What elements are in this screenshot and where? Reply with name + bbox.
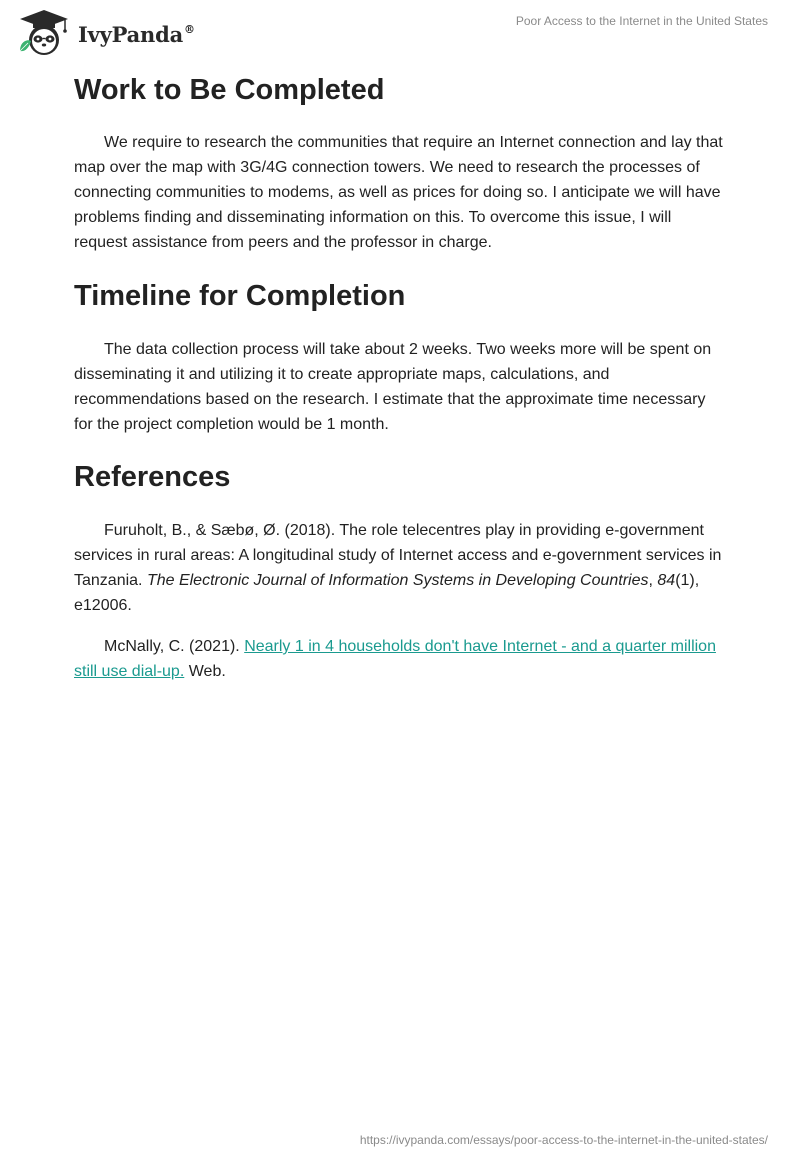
section-heading: Work to Be Completed bbox=[74, 74, 385, 106]
registered-mark: ® bbox=[184, 22, 195, 36]
brand-name: IvyPanda® bbox=[78, 21, 195, 47]
section-paragraph: The data collection process will take about 2 weeks. Two weeks more will be spent on disseminating it and utilizing it to create appropriate maps, calculations, and recommendations based on the research. I estimate that the approximate time necessary for the project completion would be 1 month. bbox=[74, 341, 712, 433]
reference-lead: Furuholt, B., & Sæbø, Ø. (2018). The role telecentres play in providing e-government services in rural areas: A longitudinal study of Internet access and e-government services in Tanzania. bbox=[74, 522, 722, 589]
reference-entry bbox=[74, 518, 726, 618]
footer-url[interactable]: https://ivypanda.com/essays/poor-access-to-the-internet-in-the-united-states/ bbox=[359, 1133, 768, 1147]
references-section bbox=[74, 453, 726, 684]
reference-volume: 84 bbox=[657, 572, 676, 589]
reference-tail: (1), e12006. bbox=[74, 572, 700, 614]
references-heading: References bbox=[74, 461, 231, 493]
timeline-section bbox=[74, 272, 726, 437]
reference-tail: Web. bbox=[184, 663, 226, 680]
panda-logo-icon bbox=[14, 8, 74, 58]
essay-content bbox=[74, 66, 726, 700]
reference-journal: The Electronic Journal of Information Systems in Developing Countries bbox=[146, 572, 649, 589]
reference-separator: , bbox=[648, 572, 658, 589]
work-to-be-completed-section bbox=[74, 66, 726, 255]
reference-entry bbox=[74, 634, 726, 684]
reference-lead: McNally, C. (2021). bbox=[104, 638, 245, 655]
page-header bbox=[0, 0, 800, 64]
section-heading: Timeline for Completion bbox=[74, 280, 406, 312]
section-paragraph: We require to research the communities that require an Internet connection and lay that map over the map with 3G/4G connection towers. We need to research the processes of connecting communities to modems, as well as prices for doing so. I anticipate we will have problems finding and disseminating information on this. To overcome this issue, I will request assistance from peers and the professor in charge. bbox=[74, 134, 723, 251]
running-title: Poor Access to the Internet in the United States bbox=[515, 14, 768, 28]
reference-link[interactable]: Nearly 1 in 4 households don't have Internet - and a quarter million still use dial-up. bbox=[74, 638, 716, 680]
ivypanda-logo[interactable] bbox=[14, 8, 195, 58]
